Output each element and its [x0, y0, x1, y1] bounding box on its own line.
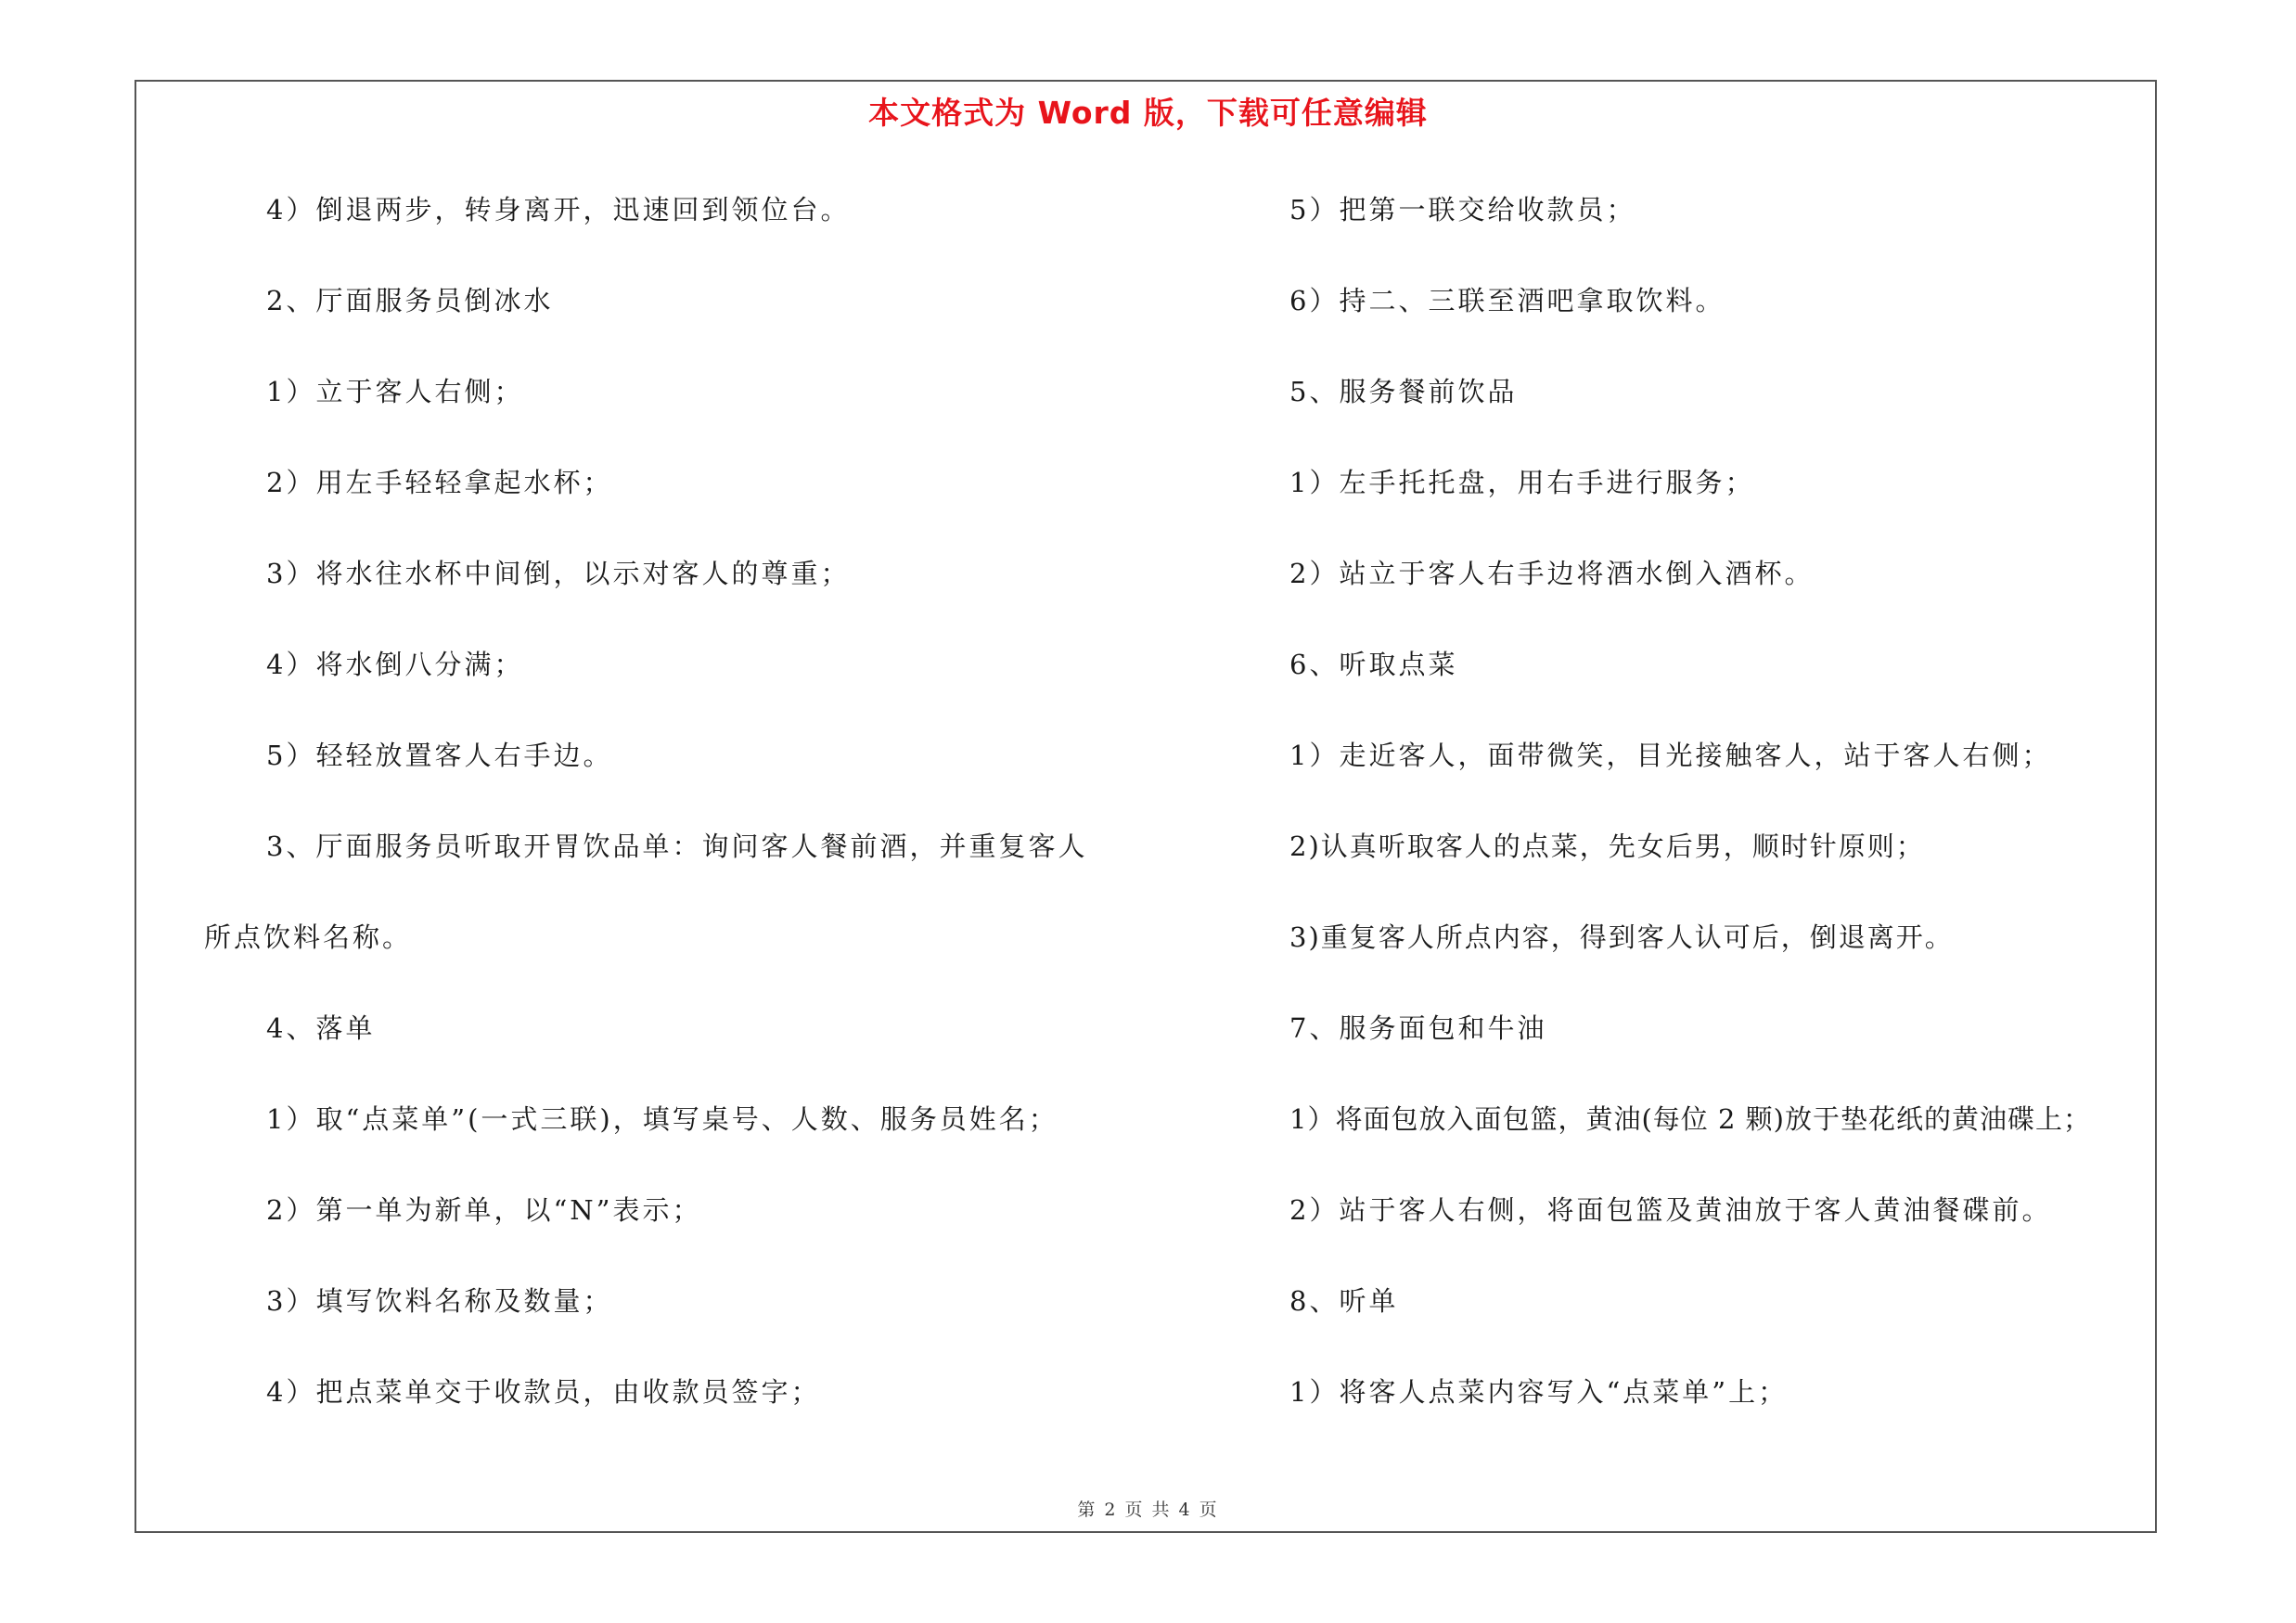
section-heading: 5、服务餐前饮品: [1289, 376, 1518, 407]
paragraph-line: 3）将水往水杯中间倒，以示对客人的尊重；: [266, 558, 851, 589]
paragraph-line: 4）把点菜单交于收款员，由收款员签字；: [266, 1376, 821, 1408]
paragraph-line: 1）左手托托盘，用右手进行服务；: [1289, 467, 1755, 498]
paragraph-line: 1）将面包放入面包篮，黄油(每位 2 颗)放于垫花纸的黄油碟上；: [1289, 1103, 2091, 1135]
paragraph-line: 4）将水倒八分满；: [266, 649, 524, 680]
section-heading: 2、厅面服务员倒冰水: [266, 285, 554, 316]
paragraph-line: 2）站立于客人右手边将酒水倒入酒杯。: [1289, 558, 1815, 589]
paragraph-line: 1）立于客人右侧；: [266, 376, 524, 407]
page-number-footer: 第 2 页 共 4 页: [1077, 1500, 1219, 1520]
paragraph-line: 6）持二、三联至酒吧拿取饮料。: [1289, 285, 1725, 316]
paragraph-line: 5）把第一联交给收款员；: [1289, 194, 1636, 225]
paragraph-line: 3)重复客人所点内容，得到客人认可后，倒退离开。: [1289, 921, 1954, 953]
paragraph-continuation: 所点饮料名称。: [204, 921, 413, 953]
paragraph-line: 1）将客人点菜内容写入“点菜单”上；: [1289, 1376, 1789, 1408]
paragraph-line: 5）轻轻放置客人右手边。: [266, 740, 613, 771]
paragraph-line: 2）站于客人右侧，将面包篮及黄油放于客人黄油餐碟前。: [1289, 1194, 2052, 1226]
paragraph-line: 2）用左手轻轻拿起水杯；: [266, 467, 613, 498]
section-heading: 7、服务面包和牛油: [1289, 1012, 1547, 1044]
section-heading: 4、落单: [266, 1012, 376, 1044]
section-heading: 8、听单: [1289, 1285, 1399, 1317]
paragraph-line: 3）填写饮料名称及数量；: [266, 1285, 613, 1317]
paragraph-line: 1）走近客人，面带微笑，目光接触客人，站于客人右侧；: [1289, 740, 2052, 771]
section-heading: 6、听取点菜: [1289, 649, 1458, 680]
document-header-banner: 本文格式为 Word 版，下载可任意编辑: [868, 95, 1428, 131]
paragraph-line: 2）第一单为新单，以“N”表示；: [266, 1194, 702, 1226]
paragraph-line: 1）取“点菜单”(一式三联)，填写桌号、人数、服务员姓名；: [266, 1103, 1058, 1135]
section-heading: 3、厅面服务员听取开胃饮品单：询问客人餐前酒，并重复客人: [266, 831, 1088, 862]
paragraph-line: 2)认真听取客人的点菜，先女后男，顺时针原则；: [1289, 831, 1925, 862]
paragraph-line: 4）倒退两步，转身离开，迅速回到领位台。: [266, 194, 851, 225]
